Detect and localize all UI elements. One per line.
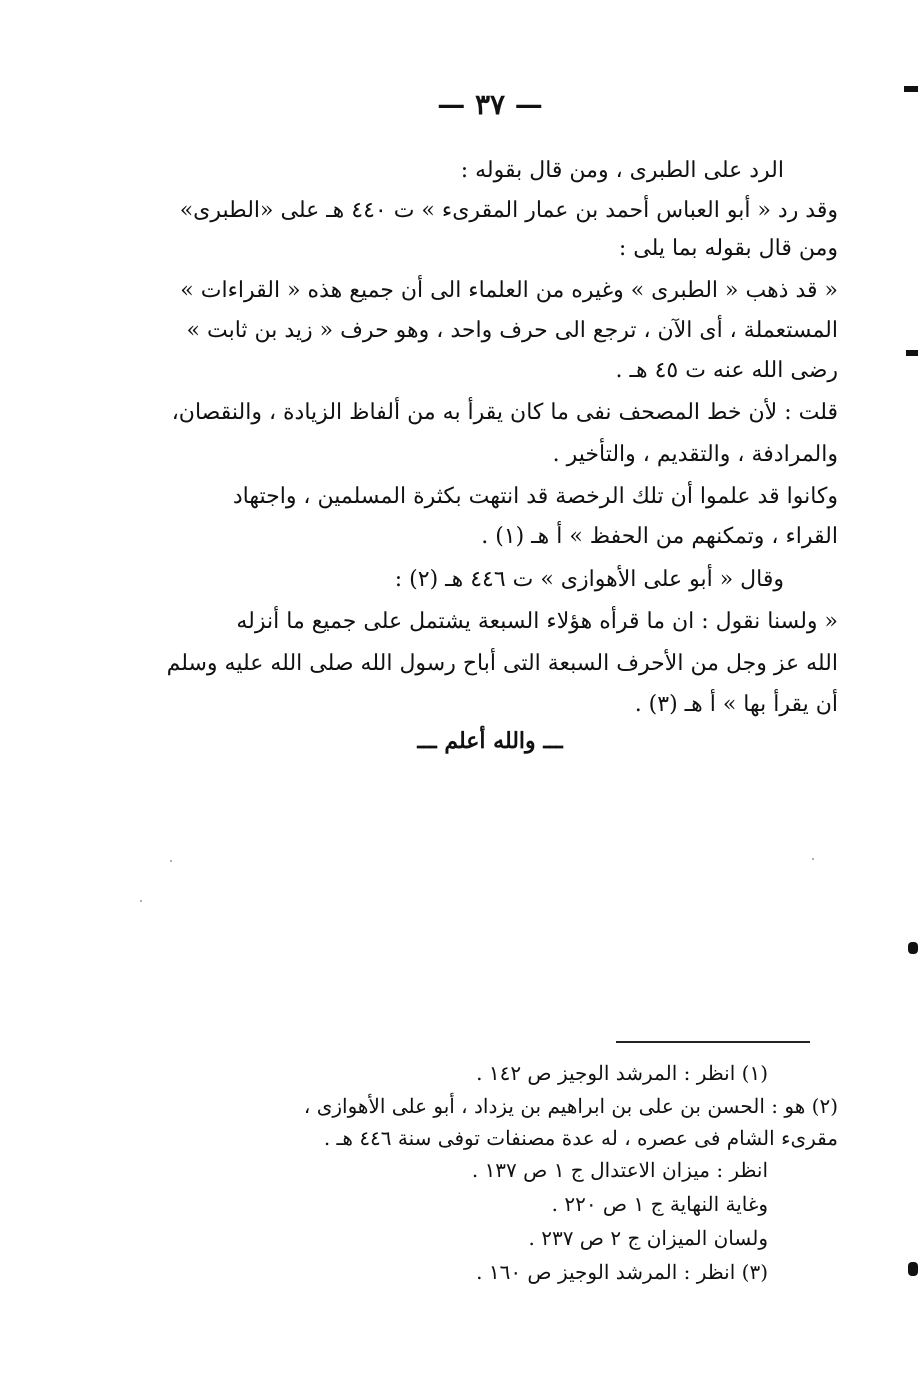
text-line: الله عز وجل من الأحرف السبعة التى أباح رسول الله صلى الله عليه وسلم [166, 651, 838, 676]
scan-edge-mark [906, 350, 918, 356]
scan-edge-mark [904, 86, 918, 92]
closing-phrase: ـــ والله أعلم ـــ [417, 728, 563, 754]
scan-edge-mark [908, 1262, 918, 1276]
footnote-line: انظر : ميزان الاعتدال ج ١ ص ١٣٧ . [471, 1158, 768, 1182]
text-line: « قد ذهب « الطبرى » وغيره من العلماء الى أن جميع هذه « القراءات » [180, 278, 838, 303]
footnote-line: (٣) انظر : المرشد الوجيز ص ١٦٠ . [476, 1260, 768, 1284]
text-line: « ولسنا نقول : ان ما قرأه هؤلاء السبعة يشتمل على جميع ما أنزله [236, 609, 838, 634]
footnote-separator [616, 1041, 810, 1043]
scan-edge-mark [908, 942, 918, 954]
text-line: وقد رد « أبو العباس أحمد بن عمار المقرىء » ت ٤٤٠ هـ على «الطبرى» [179, 198, 838, 223]
text-line: المستعملة ، أى الآن ، ترجع الى حرف واحد ، وهو حرف « زيد بن ثابت » [186, 318, 838, 343]
footnote-line: (٢) هو : الحسن بن على بن ابراهيم بن يزداد ، أبو على الأهوازى ، [303, 1094, 838, 1118]
text-line: والمرادفة ، والتقديم ، والتأخير . [552, 442, 838, 467]
text-line: ومن قال بقوله بما يلى : [618, 236, 838, 261]
footnote-line: مقرىء الشام فى عصره ، له عدة مصنفات توفى سنة ٤٤٦ هـ . [323, 1126, 838, 1150]
scan-speck [170, 860, 172, 862]
text-line: رضى الله عنه ت ٤٥ هـ . [615, 358, 838, 383]
page-number: — ٣٧ — [437, 88, 543, 121]
text-line: القراء ، وتمكنهم من الحفظ » أ هـ (١) . [481, 524, 838, 549]
text-line: وكانوا قد علموا أن تلك الرخصة قد انتهت بكثرة المسلمين ، واجتهاد [232, 484, 838, 509]
scan-speck [140, 900, 142, 902]
footnote-line: (١) انظر : المرشد الوجيز ص ١٤٢ . [476, 1061, 768, 1085]
text-line: أن يقرأ بها » أ هـ (٣) . [634, 692, 838, 717]
text-line: الرد على الطبرى ، ومن قال بقوله : [460, 158, 784, 183]
text-line: قلت : لأن خط المصحف نفى ما كان يقرأ به من ألفاظ الزيادة ، والنقصان، [171, 400, 838, 425]
footnote-line: ولسان الميزان ج ٢ ص ٢٣٧ . [528, 1226, 768, 1250]
scan-speck [812, 858, 814, 860]
text-line: وقال « أبو على الأهوازى » ت ٤٤٦ هـ (٢) : [394, 567, 784, 592]
footnote-line: وغاية النهاية ج ١ ص ٢٢٠ . [551, 1192, 768, 1216]
